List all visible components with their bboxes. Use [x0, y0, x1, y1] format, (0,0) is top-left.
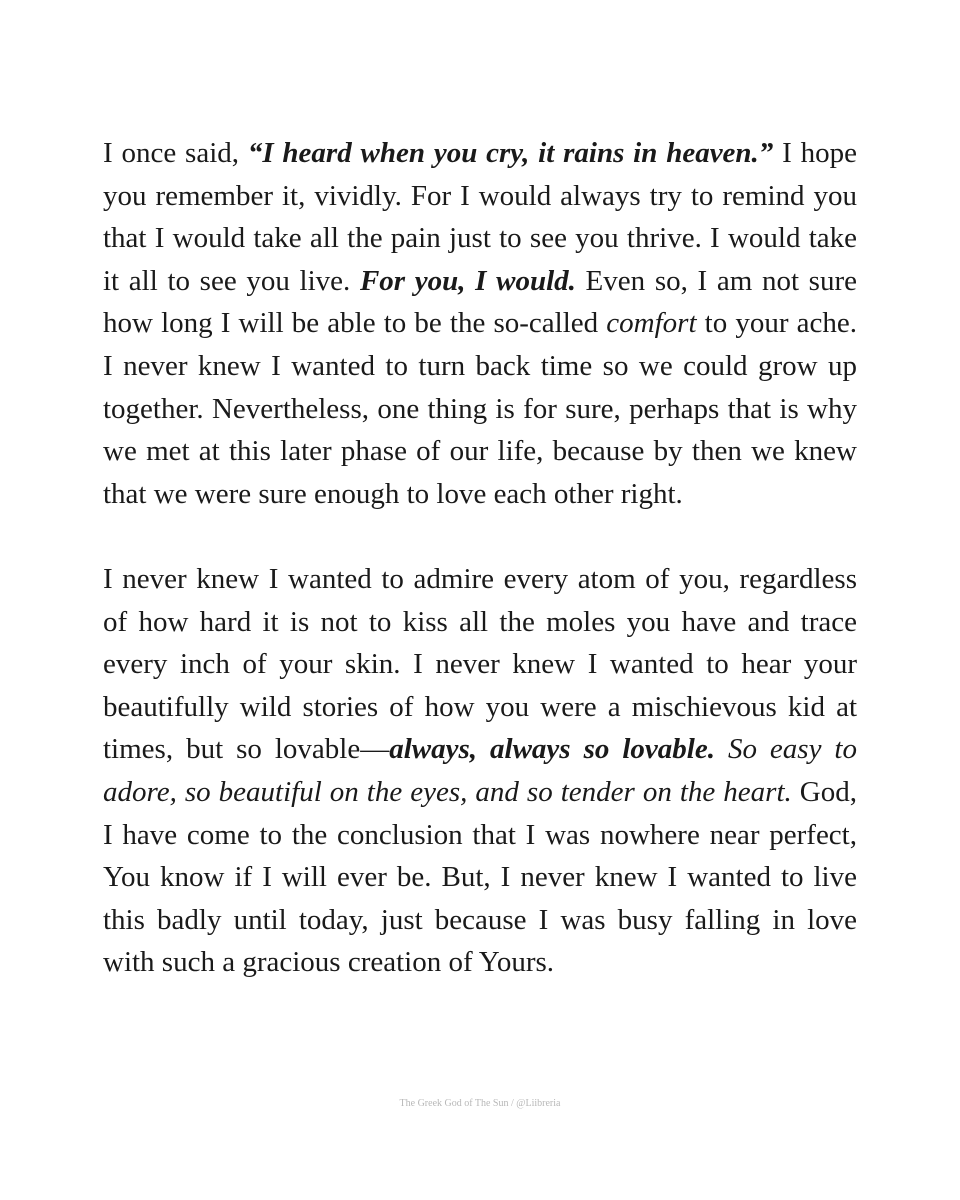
emphasis-for-you: For you, I would.	[359, 264, 576, 297]
quote-emphasis: “I heard when you cry, it rains in heaven.”	[247, 137, 774, 169]
text-segment: I once said,	[103, 137, 248, 169]
footer-credit: The Greek God of The Sun / @Liibreria	[399, 1098, 561, 1109]
text-segment: I never knew I wanted to admire every atom of you, regardless of how hard it is not to kiss all the moles you have and trace every inch of your skin. I never knew I wanted to hear your beautifully wild stories of how you were a mischievous kid at times, but so lovable—	[103, 562, 857, 766]
paragraph-2	[103, 558, 857, 984]
paragraph-1	[103, 132, 857, 515]
text-segment: Even so, I am not sure how long I will be able to be the so-called	[103, 264, 857, 340]
emphasis-always-lovable: always, always so lovable.	[389, 733, 715, 766]
emphasis-easy-to-adore: So easy to adore, so beautiful on the eyes, and so tender on the heart.	[103, 733, 857, 808]
body-text	[103, 132, 857, 984]
text-segment: to your ache. I never knew I wanted to turn back time so we could grow up together. Nevertheless, one thing is for sure, perhaps that is why we met at this later phase of our life, because by then we knew that we were sure enough to love each other right.	[103, 307, 857, 510]
text-segment: I hope you remember it, vividly. For I would always try to remind you that I would take all the pain just to see you thrive. I would take it all to see you live.	[103, 137, 857, 297]
text-segment: God, I have come to the conclusion that I was nowhere near perfect, You know if I will ever be. But, I never knew I wanted to live this badly until today, just because I was busy falling in love with such a gracious creation of Yours.	[103, 775, 857, 979]
emphasis-comfort: comfort	[606, 307, 697, 340]
text-segment	[715, 733, 728, 765]
